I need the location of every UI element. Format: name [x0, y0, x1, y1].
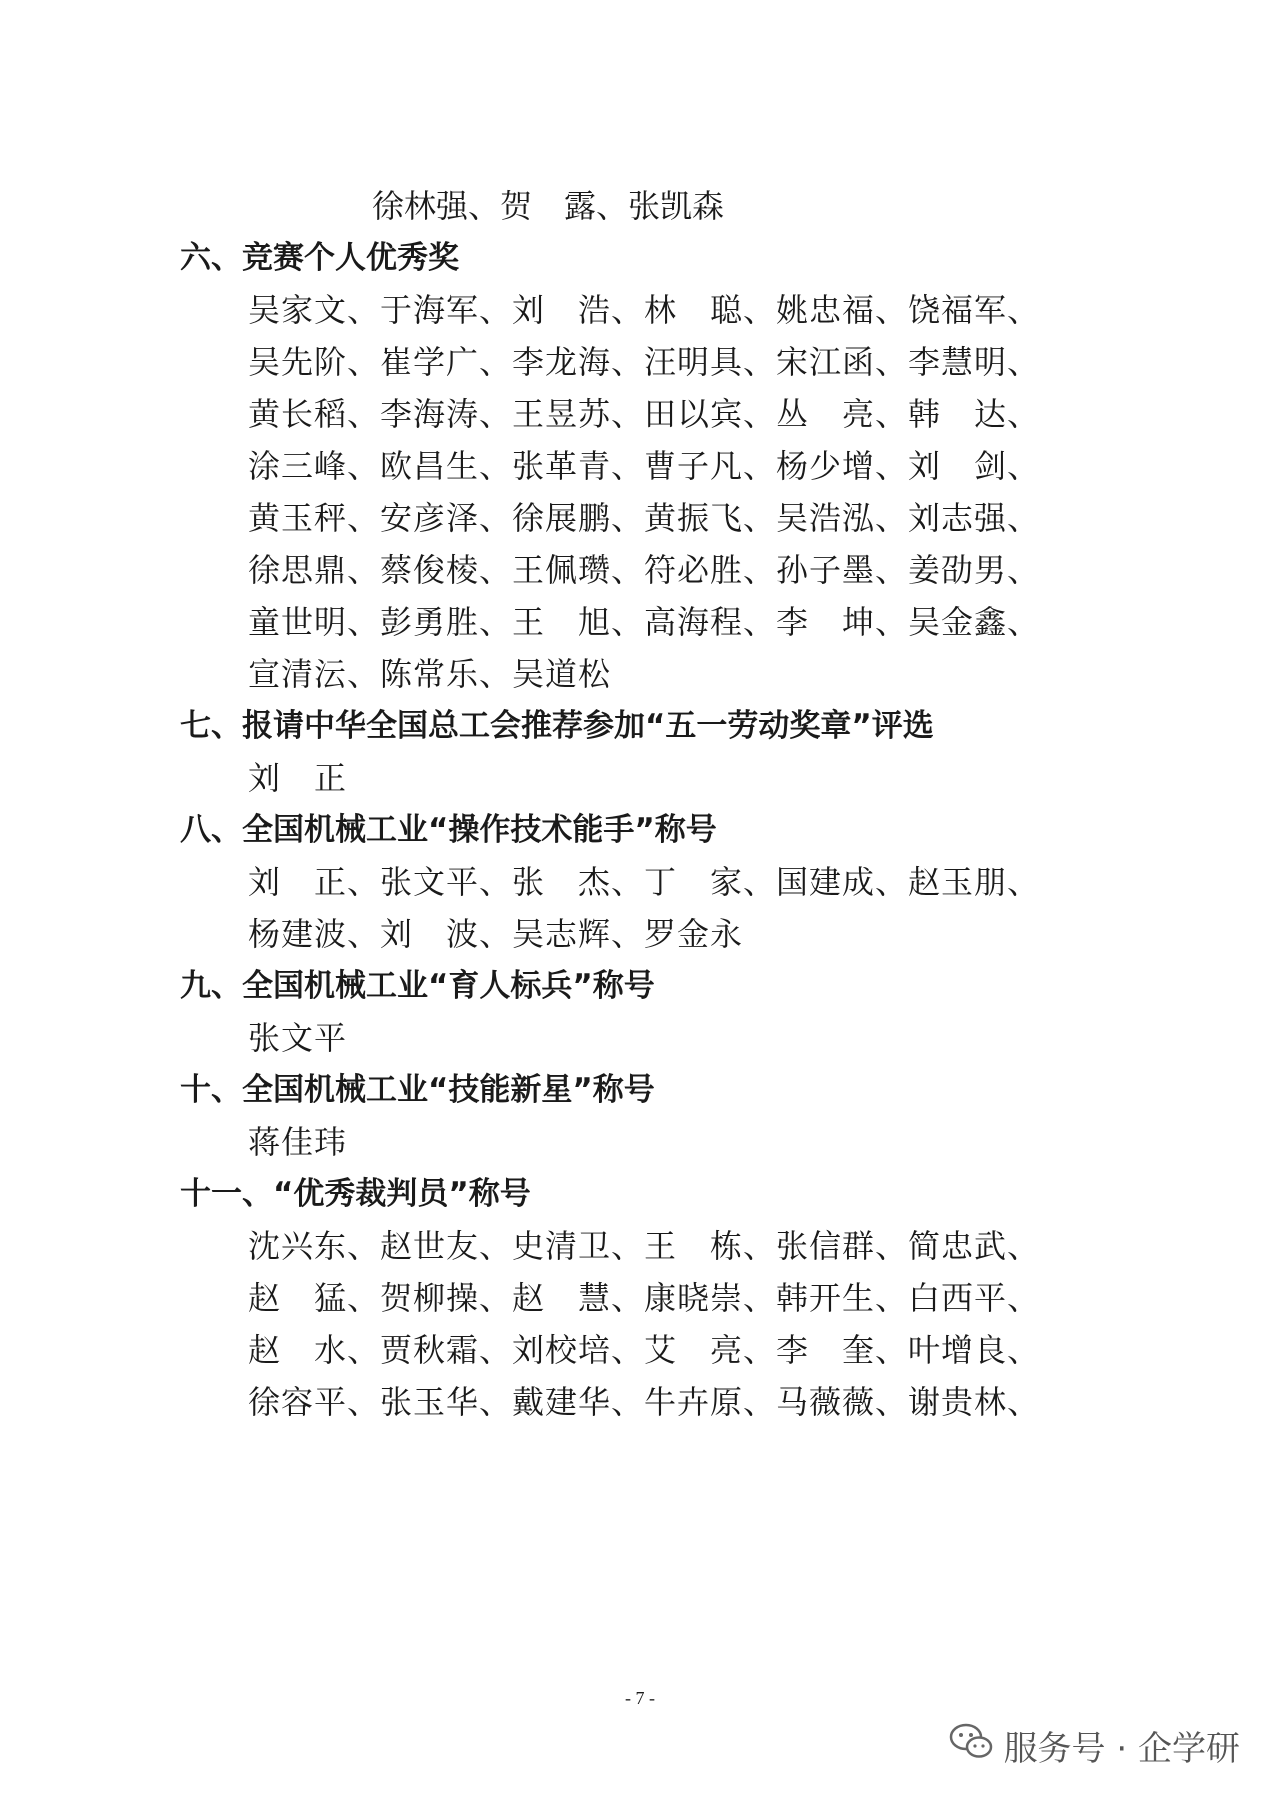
name-line: 赵 猛、贺柳操、赵 慧、康晓崇、韩开生、白西平、: [248, 1279, 1041, 1317]
section-heading-11: 十一、“优秀裁判员”称号: [180, 1176, 531, 1212]
name-line: 吴家文、于海军、刘 浩、林 聪、姚忠福、饶福军、: [248, 291, 1041, 329]
section-heading-9: 九、全国机械工业“育人标兵”称号: [180, 968, 655, 1004]
name-line: 刘 正、张文平、张 杰、丁 家、国建成、赵玉朋、: [248, 863, 1041, 901]
name-line: 宣清沄、陈常乐、吴道松: [248, 655, 612, 693]
page-number: - 7 -: [625, 1688, 655, 1708]
name-line: 吴先阶、崔学广、李龙海、汪明具、宋江函、李慧明、: [248, 343, 1041, 381]
name-line: 蒋佳玮: [248, 1123, 348, 1161]
section-heading-7: 七、报请中华全国总工会推荐参加“五一劳动奖章”评选: [180, 708, 934, 744]
name-line: 黄长稻、李海涛、王昱苏、田以宾、丛 亮、韩 达、: [248, 395, 1041, 433]
name-line: 涂三峰、欧昌生、张革青、曹子凡、杨少增、刘 剑、: [248, 447, 1041, 485]
name-line: 张文平: [248, 1019, 348, 1057]
name-line: 童世明、彭勇胜、王 旭、高海程、李 坤、吴金鑫、: [248, 603, 1041, 641]
watermark: [948, 1720, 1240, 1770]
continuation-line: 徐林强、贺 露、张凯森: [372, 187, 725, 225]
name-line: 刘 正: [248, 759, 348, 797]
section-heading-6: 六、竞赛个人优秀奖: [180, 240, 459, 276]
name-line: 沈兴东、赵世友、史清卫、王 栋、张信群、简忠武、: [248, 1227, 1041, 1265]
section-heading-10: 十、全国机械工业“技能新星”称号: [180, 1072, 655, 1108]
name-line: 徐容平、张玉华、戴建华、牛卉原、马薇薇、谢贵林、: [248, 1383, 1041, 1421]
section-heading-8: 八、全国机械工业“操作技术能手”称号: [180, 812, 717, 848]
name-line: 黄玉秤、安彦泽、徐展鹏、黄振飞、吴浩泓、刘志强、: [248, 499, 1041, 537]
name-line: 赵 水、贾秋霜、刘校培、艾 亮、李 奎、叶增良、: [248, 1331, 1041, 1369]
wechat-icon: [948, 1721, 994, 1770]
watermark-text: 服务号 · 企学研: [1003, 1728, 1240, 1769]
name-line: 徐思鼎、蔡俊棱、王佩瓒、符必胜、孙子墨、姜劭男、: [248, 551, 1041, 589]
name-line: 杨建波、刘 波、吴志辉、罗金永: [248, 915, 744, 953]
